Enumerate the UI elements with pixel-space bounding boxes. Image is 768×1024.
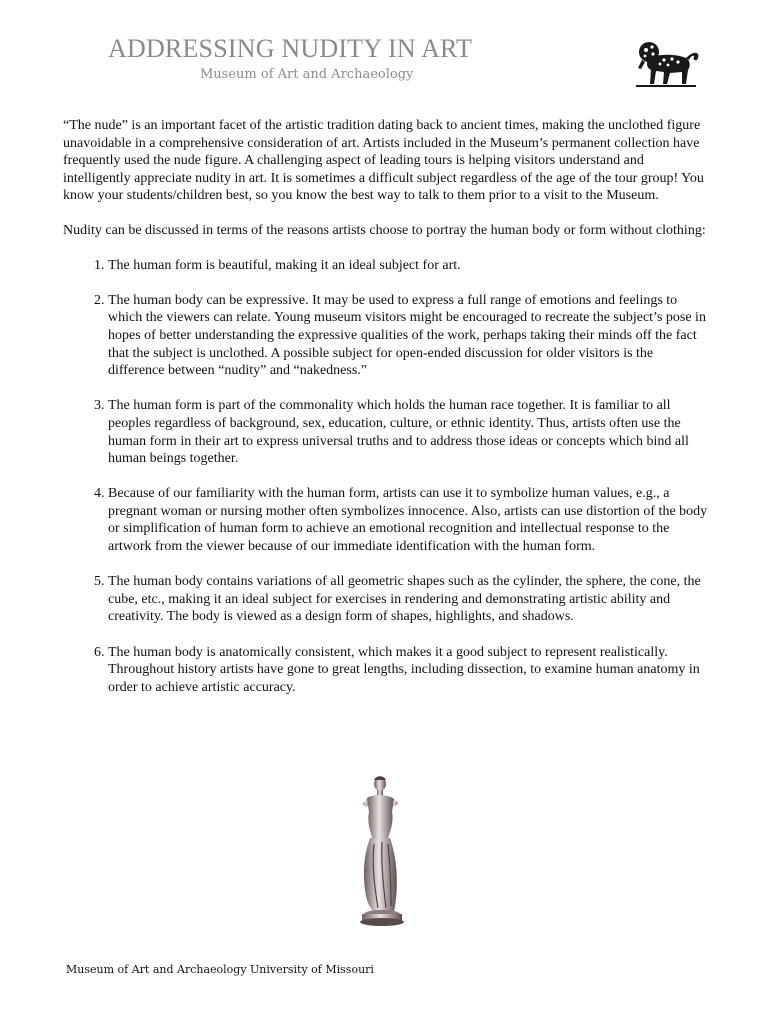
- page-title: ADDRESSING NUDITY IN ART: [108, 34, 473, 63]
- list-item: 2. The human body can be expressive. It may be used to express a full range of emotions and feelings to which the viewers can relate. Young museum visitors might be encouraged to recreate the subject’s pose in hopes of better understanding the expressive qualities of the work, perhaps taking their minds off the fact that the subject is unclothed. A possible subject for open-ended discussion for older visitors is the difference between “nudity” and “nakedness.”: [108, 292, 711, 380]
- reasons-list: [63, 257, 711, 697]
- lead-paragraph: Nudity can be discussed in terms of the reasons artists choose to portray the human body or form without clothing:: [63, 222, 706, 238]
- list-item: 4. Because of our familiarity with the human form, artists can use it to symbolize human values, e.g., a pregnant woman or nursing mother often symbolizes innocence. Also, artists can use distortion of the body or simplification of human form to achieve an emotional recognition and intellectual response to the artwork from the viewer because of our immediate identification with the human form.: [108, 485, 711, 555]
- intro-paragraph: “The nude” is an important facet of the artistic tradition dating back to ancient times, making the unclothed figure unavoidable in a comprehensive consideration of art. Artists included in the Museum’s permanent collection have frequently used the nude figure. A challenging aspect of leading tours is helping visitors understand and intelligently appreciate nudity in art. It is sometimes a difficult subject regardless of the age of the tour group! You know your students/children best, so you know the best way to talk to them prior to a visit to the Museum.: [63, 118, 704, 204]
- page-subtitle: Museum of Art and Archaeology: [200, 67, 414, 82]
- footer-text: Museum of Art and Archaeology University of Missouri: [66, 963, 374, 976]
- list-item: 5. The human body contains variations of all geometric shapes such as the cylinder, the sphere, the cone, the cube, etc., making it an ideal subject for exercises in rendering and demonstrating artistic ability and creativity. The body is viewed as a design form of shapes, highlights, and shadows.: [108, 573, 711, 626]
- list-item: 6. The human body is anatomically consistent, which makes it a good subject to represent realistically. Throughout history artists have gone to great lengths, including dissection, to examine human anatomy in order to achieve artistic accuracy.: [108, 644, 711, 697]
- list-item: 3. The human form is part of the commonality which holds the human race together. It is familiar to all peoples regardless of background, sex, education, culture, or ethnic identity. Thus, artists often use the human form in their art to express universal truths and to address those ideas or concepts which bind all human beings together.: [108, 397, 711, 467]
- document-body: [63, 117, 711, 714]
- lion-emblem-icon: [634, 38, 704, 92]
- venus-de-milo-statue-icon: [350, 774, 414, 928]
- list-item: 1. The human form is beautiful, making it an ideal subject for art.: [108, 257, 711, 275]
